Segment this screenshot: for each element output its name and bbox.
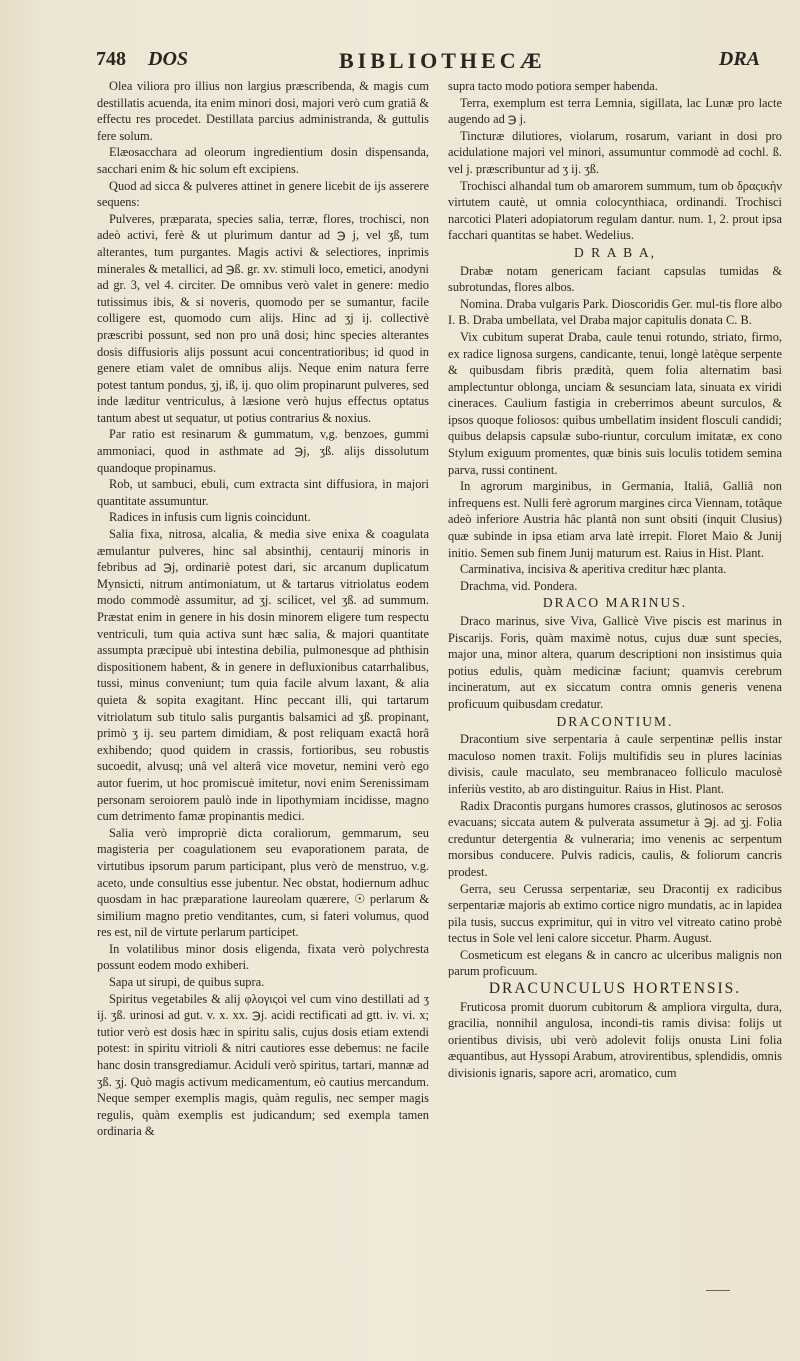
paragraph: In agrorum marginibus, in Germania, Italiâ, Galliâ non infrequens est. Nulli ferè agrorum margines circa Viennam, totâque adeò inferiore Austria hâc plantâ non sunt obsiti (inquit Clusius) quæ subinde in ipsa etiam arva latè irrepit. Floret Maio & Junij initio. Semen sub finem Junij maturum est. Raius in Hist. Plant.	[448, 479, 782, 560]
paragraph: Cosmeticum est elegans & in cancro ac ulceribus malignis non parum proficuum.	[448, 947, 782, 979]
paragraph: Sapa ut sirupi, de quibus supra.	[109, 975, 265, 990]
paragraph: Draco marinus, sive Viva, Gallicè Vive piscis est marinus in Piscarijs. Foris, quàm maximè notus, cujus duæ sunt species, major una, minor altera, quarum descriptioni non insistimus quia potius edulis, quàm medicinæ faciunt; quamvis cerebrum incineratum, aut ex siccatum contra omnis generis venena proficuum quibusdam credatur.	[448, 614, 782, 711]
paragraph: Spiritus vegetabiles & alij φλογιςοὶ vel cum vino destillati ad ʒ ij. ʒß. urinosi ad gut. v. x. xx. ℈j. acidi rectificati ad gtt. iv. vi. x; tutior verò est dosis hæc in spiritu salis, cujus dosis etiam extendi potest: in spiritu vitrioli & nitri cautiores esse debemus: ne facile hanc dosin transgrediamur. Aciduli verò spiritus, tartari, mannæ ad ʒß. ʒj. Quò magis activum medicamentum, eò cautius mercandum. Neque semper exemplis magis, quàm regulis, nec semper magis regulis, quàm exemplis est judicandum; sed exempla tamen ordinaria &	[97, 991, 429, 1139]
paragraph: Olea viliora pro illius non largius præscribenda, & magis cum destillatis acuenda, ita enim minori dosi, majori verò cum gratiâ & effectu res procedet. Destillata parcius administranda, & guttulis fere solum.	[97, 79, 429, 143]
section-heading: DRACO MARINUS.	[542, 595, 688, 611]
paragraph: Pulveres, præparata, species salia, terræ, flores, trochisci, non adeò activi, ferè & ut plurimum dantur ad ℈ j, vel ʒß, tum alterantes, tum purgantes. Magis activi & selectiores, inprimis minerales & metallici, ad ℈ß. gr. xv. stimuli loco, emetici, anodyni ad gr. 3, vel 4. circiter. De omnibus verò valet in genere: medio tutissimus ibis, & si noveris, quomodo per se sumantur, facile colligere est, quomodo cum alijs. Hinc ad ʒj ij. collectivè præscribi possunt, sed non pro unâ dosi; hinc species alterantes dosis diffusioris alijs possunt acui concentratioribus; id quod in genere etiam valet de omnibus alijs. Neque enim natura ferre potest tantum pondus, ʒj, iß, ij. quo olim propinarunt pulveres, sed inde læditur ventriculus, à læsione verò hujus effectus optatus tantum abest ut sequatur, ut potius contrarius & noxius.	[97, 211, 429, 425]
section-heading: DRACUNCULUS HORTENSIS.	[488, 980, 742, 998]
paragraph: Fruticosa promit duorum cubitorum & ampliora virgulta, dura, gracilia, nonnihil angulosa, incondi-tis ramis divisa: folijs ut orientibus divisis, ubi verò adolevit folijs onusta Lini folia æquantibus, aut Hyssopi Arabum, atrovirentibus, splendidis, omnis divisionis ignaris, sapore acri, aromatico, cum	[448, 999, 782, 1081]
paragraph: supra tacto modo potiora semper habenda.	[448, 79, 658, 93]
paragraph: Salia fixa, nitrosa, alcalia, & media sive enixa & coagulata æmulantur pulveres, hinc sal absinthij, centaurij minoris in febribus ad ℈j, ordinariè potest dari, sic arcanum duplicatum Mynsicti, nitrum antimoniatum, ut & tartarus vitriolatus eodem modo commodè assumitur, ad ʒj. scilicet, vel ʒß. ad summum. Præstat enim in genere in his dosin minorem eligere tum respectu ventriculi, tum quia activa sunt hæc salia, & majori quantitate assumpta præcipuè ubi intestina debilia, pulmonesque ad phthisin dispositionem habent, & in genere in defluxionibus catarrhalibus, tussi, minus conveniunt; tum quia facile alvum laxant, & alia quieta & sopita exagitant. Hinc peccant illi, qui tartarum vitriolatum sub titulo salis purgantis balsamici ad ʒß. propinant, primò ʒ ij. seu partem dimidiam, & post reliquam exactâ horâ exhibendo; quod quidem in crassis, fortioribus, seu robustis sucoedit, alvusq; unâ vel alterâ vice movetur, nemini verò ego autor fuerim, ut hoc promiscuè imitetur, novi enim Serenissimam personam seroiorem paulò inde in lipothymiam incidisse, magno cum detrimento famæ propinantis medici.	[97, 527, 429, 824]
paragraph: Quod ad sicca & pulveres attinet in genere licebit de ijs asserere sequens:	[97, 178, 429, 210]
paragraph: Rob, ut sambuci, ebuli, cum extracta sint diffusiora, in majori quantitate assumuntur.	[97, 477, 429, 508]
paragraph: Trochisci alhandal tum ob amarorem summum, tum ob δραςικὴν virtutem cautè, ut omnia colocynthiaca, ordinandi. Trochisci narcotici Plateri adopiatorum regulam dantur. num. 1, 2. prout ipsa facchari quantitas se habet. Wedelius.	[448, 178, 782, 243]
left-catchword: DOS	[148, 48, 189, 70]
page-header	[96, 48, 760, 74]
paragraph: Salia verò impropriè dicta coraliorum, gemmarum, seu magisteria per coagulationem seu evaporationem parata, de virtutibus ipsorum parum participant, plus verò de menstruo, v.g. aceto, unde consultius esse jubentur. Nec obstat, hodiernum adhuc quosdam in hac præparatione laureolam quærere, ☉ perlarum & similium magno pretio venditantes, cum, si fateri volumus, quod res est, nil de virtute perlarum participet.	[97, 825, 429, 940]
paragraph: Par ratio est resinarum & gummatum, v,g. benzoes, gummi ammoniaci, quod in asthmate ad ℈j, ʒß. alijs dissolutum quandoque propinamus.	[97, 427, 429, 475]
right-catchword: DRA	[718, 48, 760, 70]
paragraph: Radix Dracontis purgans humores crassos, glutinosos ac serosos evacuans; siccata autem & pulverata assumetur à ℈j. ad ʒj. Folia creduntur detergentia & vulneraria; imo venenis ac serpentum morsibus conducere. Pulvis radicis, caulis, & foliorum cancris prodest.	[448, 798, 782, 879]
paragraph: Drachma, vid. Pondera.	[460, 578, 578, 593]
paragraph: Radices in infusis cum lignis coincidunt.	[109, 510, 311, 525]
right-text-column	[448, 78, 782, 1082]
page-number: 748	[96, 48, 126, 70]
section-heading: D R A B A,	[574, 244, 656, 260]
left-text-column	[97, 78, 429, 1140]
page-end-ornament	[706, 1290, 730, 1291]
paragraph: Vix cubitum superat Draba, caule tenui rotundo, striato, firmo, ex radice lignosa surgens, candicante, tenui, longè latèque serpente & quibusdam fibris prædità, quem folia alternatim basi amplectuntur oblonga, unciam & sesunciam lata, sinuata ex viridi cineraces. Caulium fastigia in creberrimos abeunt surculos, & ipsos quoque foliosos: quibus umbellatim insident flosculi candidi; quibus delapsis capsulæ subo-riuntur, corculum imitatæ, ex cono Stylum exiguum promentes, quæ binis suis loculis totidem semina parva, russi continent.	[448, 329, 782, 477]
paragraph: Carminativa, incisiva & aperitiva creditur hæc planta.	[460, 562, 727, 577]
paragraph: Nomina. Draba vulgaris Park. Dioscoridis Ger. mul-tis flore albo I. B. Draba umbellata, vel Draba major capitulis donata C. B.	[448, 296, 782, 328]
section-heading: DRACONTIUM.	[556, 713, 674, 729]
paragraph: Terra, exemplum est terra Lemnia, sigillata, lac Lunæ pro lacte augendo ad ℈ j.	[448, 95, 782, 127]
paragraph: Gerra, seu Cerussa serpentariæ, seu Dracontij ex radicibus serpentariæ majoris ab extimo cortice nigro mundatis, ac in lapidea pila tusis, succus exprimitur, qui in vitro vel vitreato catino probè tectus in Sole vel leni calore siccetur. Pharm. August.	[448, 881, 782, 946]
paragraph: Tincturæ dilutiores, violarum, rosarum, variant in dosi pro acidulatione majori vel minori, assumuntur commodè ad cochl. ß. vel j. præscribuntur ad ʒ ij. ʒß.	[448, 128, 782, 176]
paragraph: Drabæ notam genericam faciant capsulas tumidas & subrotundas, flores albos.	[448, 263, 782, 295]
paragraph: Elæosacchara ad oleorum ingredientium dosin dispensanda, sacchari enim & hic solum eft excipiens.	[97, 145, 429, 176]
paragraph: Dracontium sive serpentaria à caule serpentinæ pellis instar maculoso nomen traxit. Folijs multifidis seu in plures lacinias divisis, caule maculato, seu membranaceo folliculo maculosè inferiùs vestito, ab aro distinguitur. Raius in Hist. Plant.	[448, 732, 782, 796]
paragraph: In volatilibus minor dosis eligenda, fixata verò polychresta possunt eodem modo exhiberi.	[97, 941, 429, 973]
running-title: BIBLIOTHECÆ	[339, 48, 546, 73]
